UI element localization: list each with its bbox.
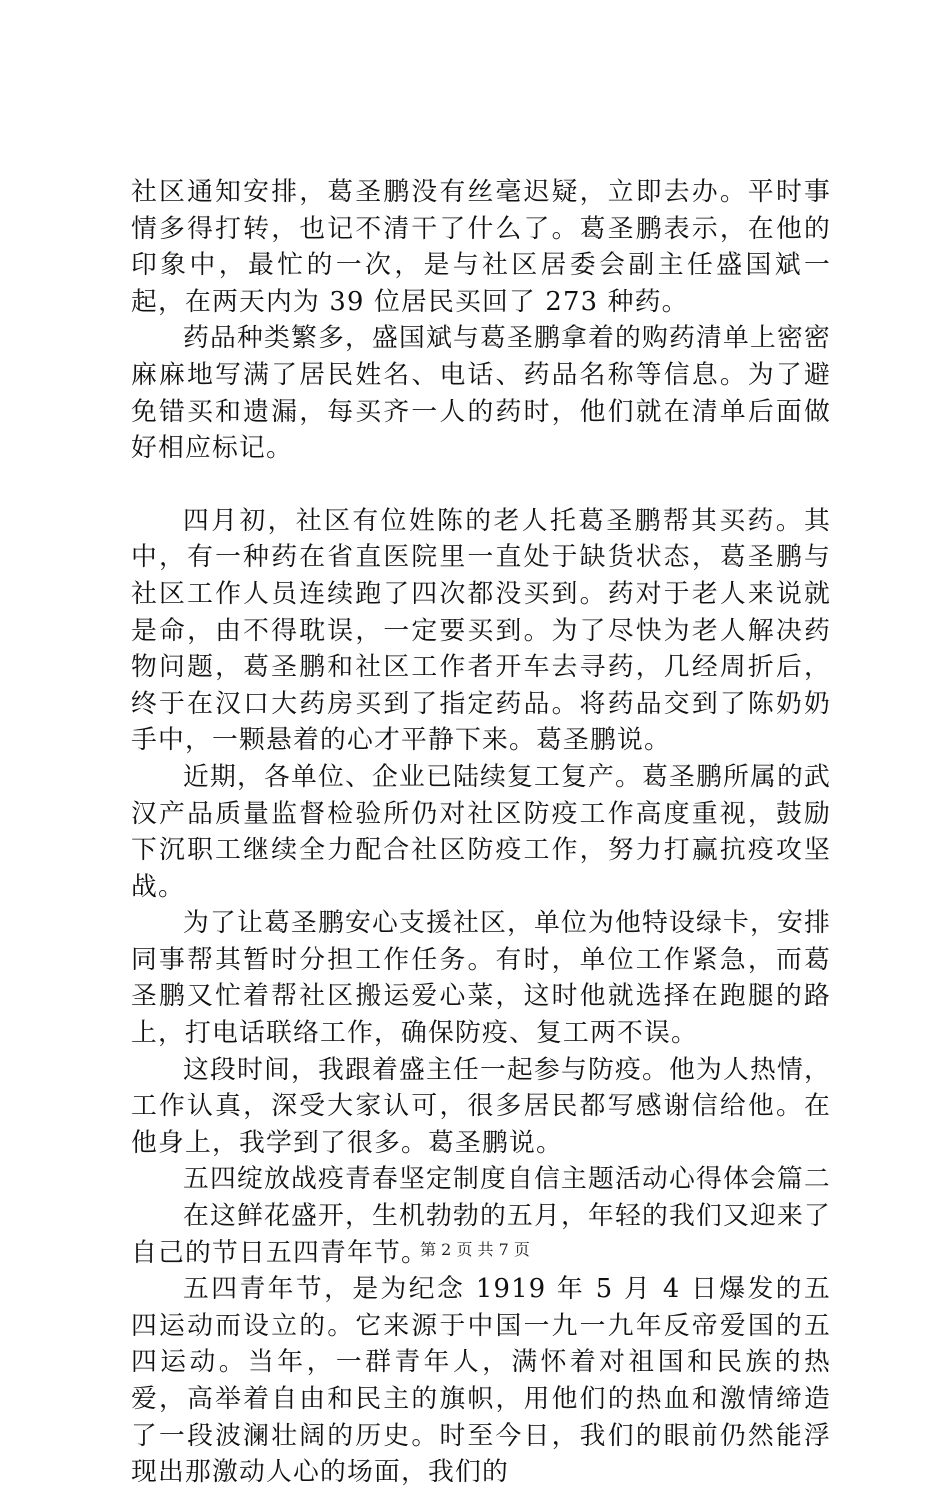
paragraph-continued: 社区通知安排，葛圣鹏没有丝毫迟疑，立即去办。平时事情多得打转，也记不清干了什么了。葛圣鹏表示，在他的印象中，最忙的一次，是与社区居委会副主任盛国斌一起，在两天内为 39 位居民买回了 273 种药。	[131, 177, 831, 317]
paragraph-green-card: 为了让葛圣鹏安心支援社区，单位为他特设绿卡，安排同事帮其暂时分担工作任务。有时，单位工作紧急，而葛圣鹏又忙着帮社区搬运爱心菜，这时他就选择在跑腿的路上，打电话联络工作，确保防疫、复工两不误。	[131, 908, 831, 1049]
paragraph-quote: 这段时间，我跟着盛主任一起参与防疫。他为人热情，工作认真，深受大家认可，很多居民都写感谢信给他。在他身上，我学到了很多。葛圣鹏说。	[131, 1054, 831, 1158]
section-heading: 五四绽放战疫青春坚定制度自信主题活动心得体会篇二	[183, 1164, 831, 1195]
paragraph-medicine-list: 药品种类繁多，盛国斌与葛圣鹏拿着的购药清单上密密麻麻地写满了居民姓名、电话、药品名称等信息。为了避免错买和遗漏，每买齐一人的药时，他们就在清单后面做好相应标记。	[131, 323, 831, 464]
paragraph-april: 四月初，社区有位姓陈的老人托葛圣鹏帮其买药。其中，有一种药在省直医院里一直处于缺货状态，葛圣鹏与社区工作人员连续跑了四次都没买到。药对于老人来说就是命，由不得耽误，一定要买到。为了尽快为老人解决药物问题，葛圣鹏和社区工作者开车去寻药，几经周折后，终于在汉口大药房买到了指定药品。将药品交到了陈奶奶手中，一颗悬着的心才平静下来。葛圣鹏说。	[131, 505, 831, 756]
page-footer: 第 2 页 共 7 页	[420, 1240, 530, 1259]
paragraph-may: 在这鲜花盛开，生机勃勃的五月，年轻的我们又迎来了自己的节日五四青年节。	[131, 1201, 831, 1268]
document-body	[131, 174, 831, 1491]
paragraph-youth-day: 五四青年节，是为纪念 1919 年 5 月 4 日爆发的五四运动而设立的。它来源于中国一九一九年反帝爱国的五四运动。当年，一群青年人，满怀着对祖国和民族的热爱，高举着自由和民主的旗帜，用他们的热血和激情缔造了一段波澜壮阔的历史。时至今日，我们的眼前仍然能浮现出那激动人心的场面，我们的	[131, 1274, 831, 1488]
paragraph-recent: 近期，各单位、企业已陆续复工复产。葛圣鹏所属的武汉产品质量监督检验所仍对社区防疫工作高度重视，鼓励下沉职工继续全力配合社区防疫工作，努力打赢抗疫攻坚战。	[131, 761, 831, 902]
